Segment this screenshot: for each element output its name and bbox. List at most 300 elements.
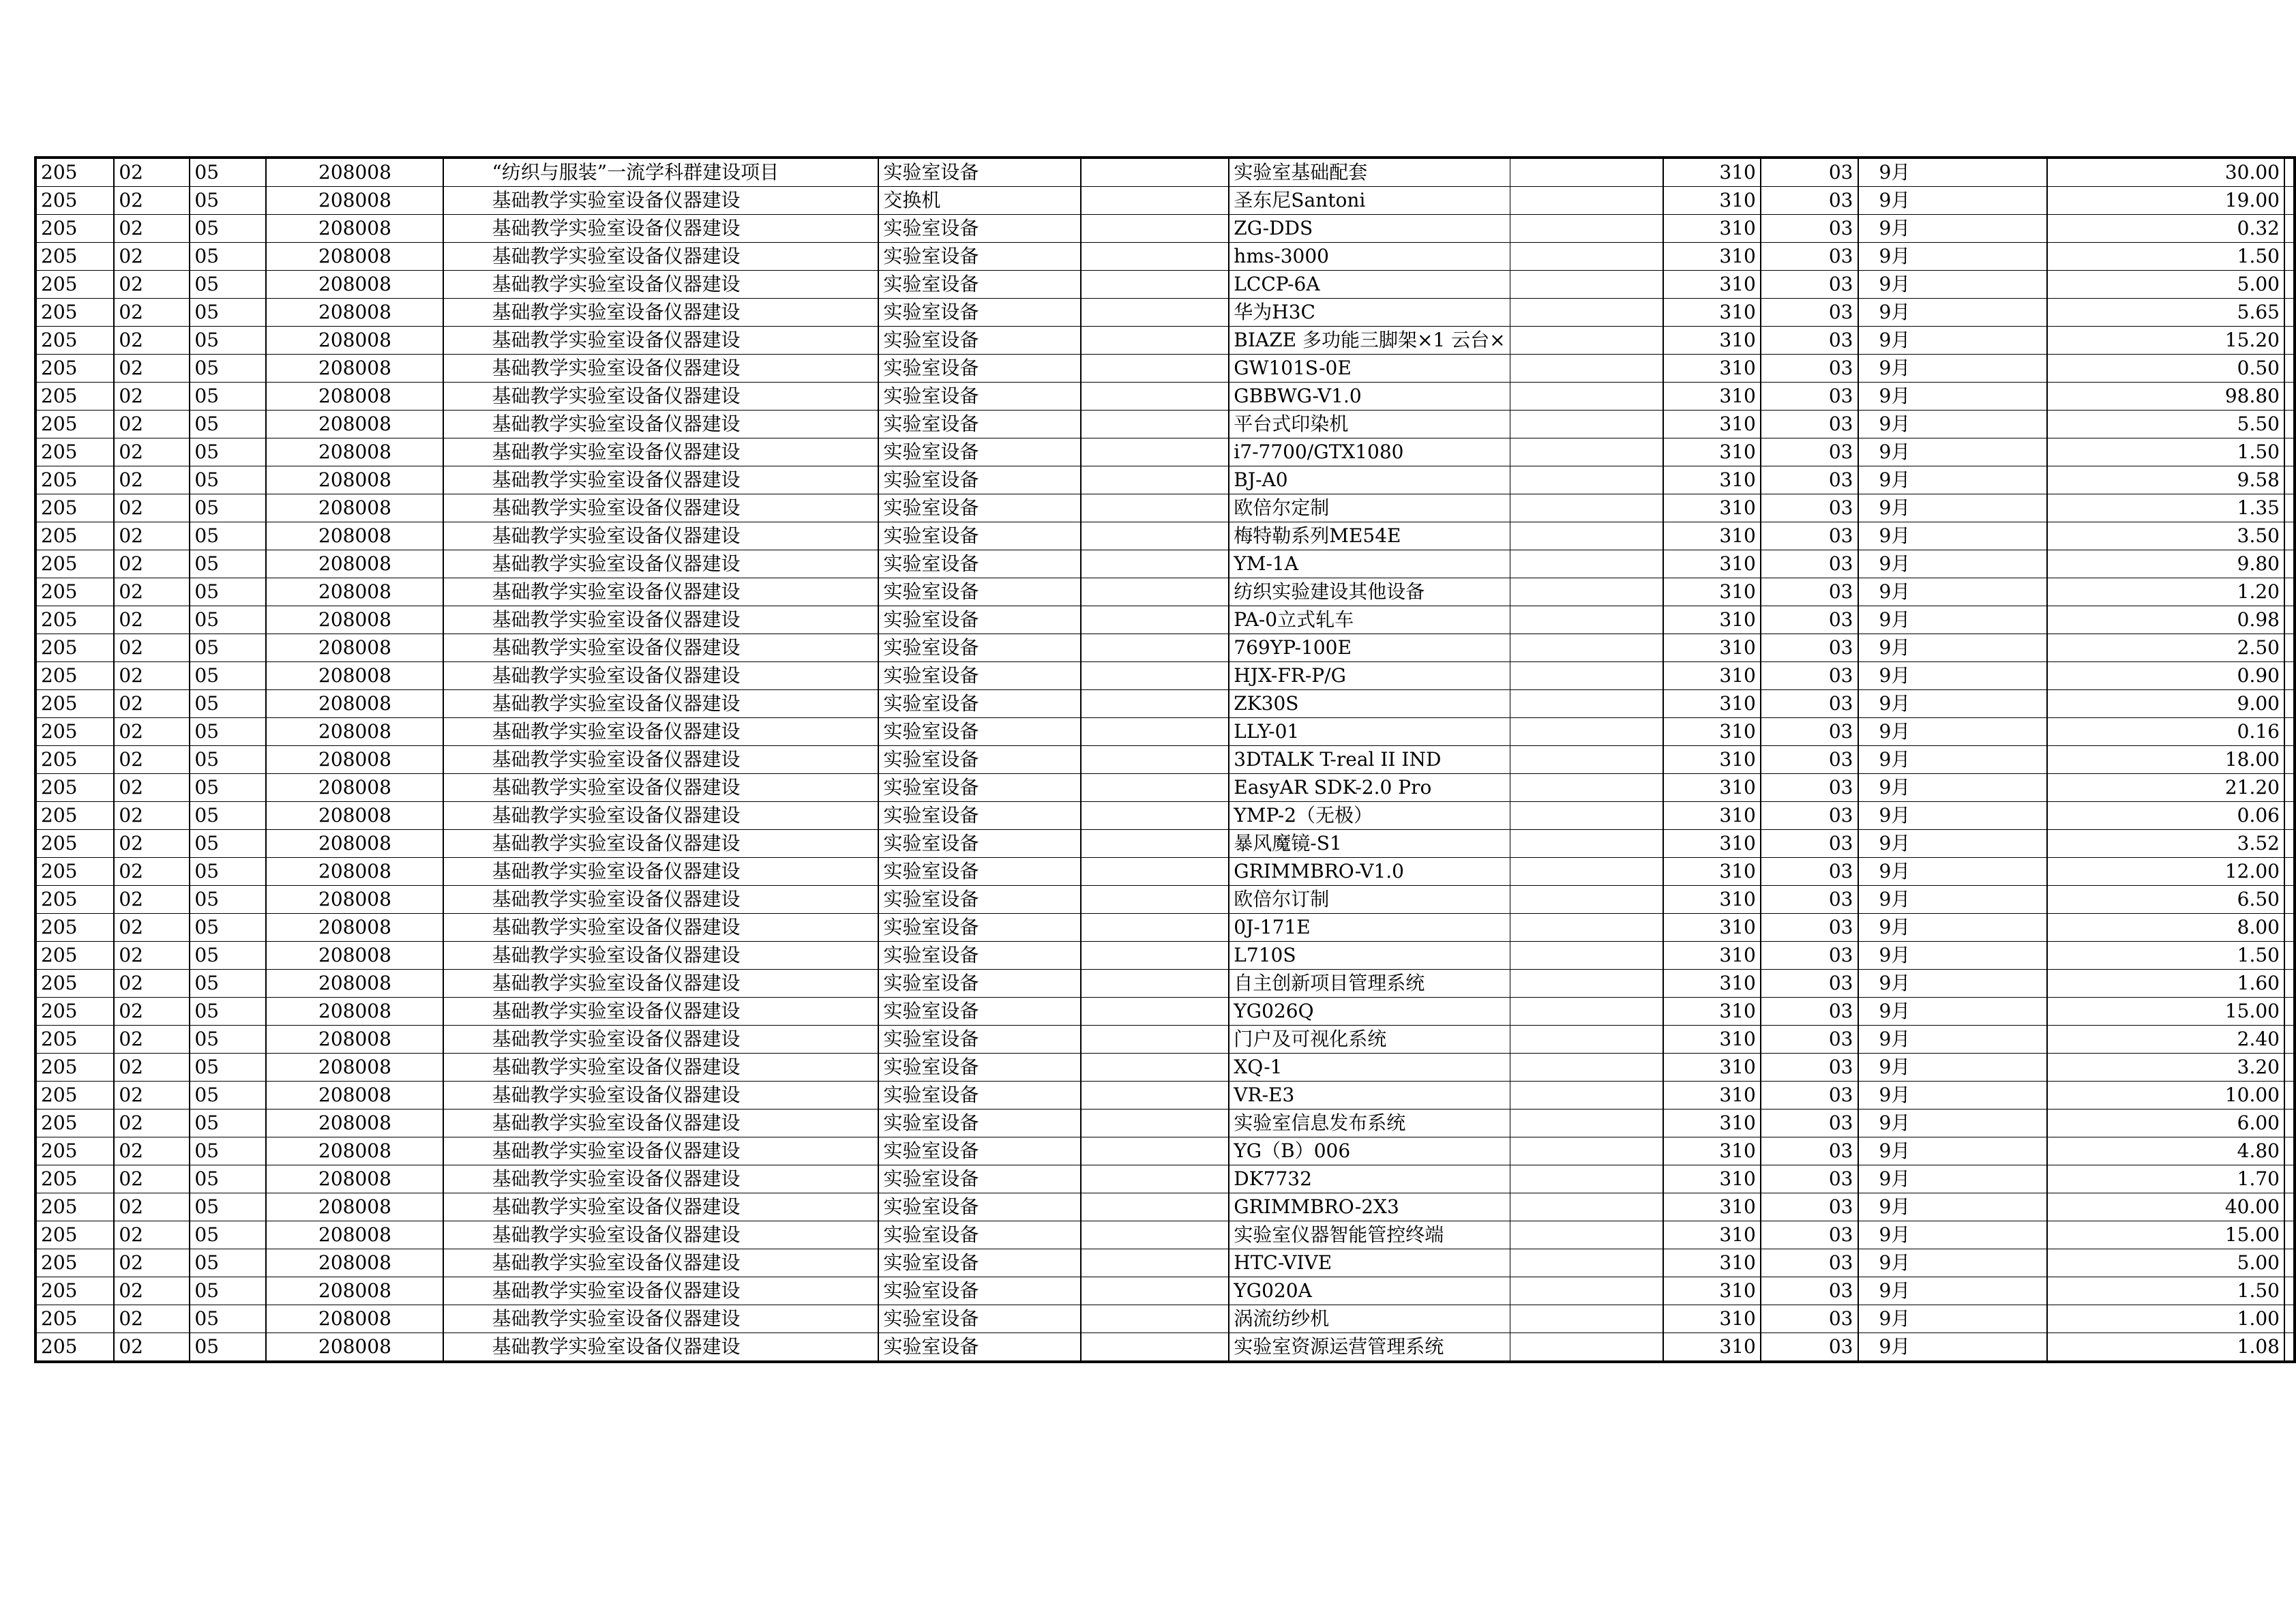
table-row <box>35 970 2295 998</box>
cell-note <box>2284 550 2295 578</box>
cell-item-code: 05 <box>190 494 266 522</box>
cell-model-overflow <box>1510 634 1663 662</box>
cell-spec <box>1081 1082 1229 1110</box>
table-row <box>35 802 2295 830</box>
cell-econ-sub: 03 <box>1761 355 1858 383</box>
cell-item-code: 05 <box>190 438 266 466</box>
cell-note <box>2284 271 2295 299</box>
cell-amount: 10.00 <box>2047 1082 2284 1110</box>
cell-econ-code: 310 <box>1663 746 1761 774</box>
cell-item-code: 05 <box>190 970 266 998</box>
cell-econ-sub: 03 <box>1761 158 1858 187</box>
cell-econ-sub: 03 <box>1761 1082 1858 1110</box>
cell-note <box>2284 634 2295 662</box>
cell-unit-code: 208008 <box>266 411 443 438</box>
cell-category: 实验室设备 <box>878 1221 1081 1249</box>
cell-unit-code: 208008 <box>266 1165 443 1193</box>
cell-note <box>2284 522 2295 550</box>
table-row <box>35 1137 2295 1165</box>
cell-unit-code: 208008 <box>266 634 443 662</box>
cell-spec <box>1081 802 1229 830</box>
cell-class-code: 205 <box>35 1193 114 1221</box>
cell-econ-code: 310 <box>1663 942 1761 970</box>
cell-model-overflow <box>1510 746 1663 774</box>
cell-spec <box>1081 1221 1229 1249</box>
cell-month: 9月 <box>1858 1165 2047 1193</box>
cell-class-code: 205 <box>35 606 114 634</box>
cell-section-code: 02 <box>114 634 190 662</box>
cell-amount: 4.80 <box>2047 1137 2284 1165</box>
cell-econ-sub: 03 <box>1761 1333 1858 1363</box>
cell-amount: 5.00 <box>2047 1249 2284 1277</box>
cell-note <box>2284 802 2295 830</box>
cell-spec <box>1081 774 1229 802</box>
cell-model: 0J-171E <box>1229 914 1510 942</box>
cell-model: 门户及可视化系统 <box>1229 1026 1510 1054</box>
cell-month: 9月 <box>1858 215 2047 243</box>
cell-amount: 9.58 <box>2047 466 2284 494</box>
cell-model: 纺织实验建设其他设备 <box>1229 578 1510 606</box>
cell-amount: 12.00 <box>2047 858 2284 886</box>
cell-project-name: 基础教学实验室设备仪器建设 <box>443 578 878 606</box>
cell-category: 实验室设备 <box>878 1249 1081 1277</box>
cell-model-overflow <box>1510 886 1663 914</box>
cell-econ-code: 310 <box>1663 830 1761 858</box>
cell-class-code: 205 <box>35 578 114 606</box>
cell-econ-code: 310 <box>1663 1221 1761 1249</box>
cell-model-overflow <box>1510 1221 1663 1249</box>
cell-month: 9月 <box>1858 466 2047 494</box>
cell-category: 实验室设备 <box>878 1026 1081 1054</box>
cell-project-name: “纺织与服装”一流学科群建设项目 <box>443 158 878 187</box>
cell-category: 实验室设备 <box>878 355 1081 383</box>
cell-class-code: 205 <box>35 187 114 215</box>
cell-class-code: 205 <box>35 1333 114 1363</box>
cell-unit-code: 208008 <box>266 718 443 746</box>
cell-class-code: 205 <box>35 718 114 746</box>
cell-model-overflow <box>1510 942 1663 970</box>
cell-note <box>2284 970 2295 998</box>
table-row <box>35 355 2295 383</box>
table-row <box>35 158 2295 187</box>
cell-section-code: 02 <box>114 1082 190 1110</box>
cell-category: 实验室设备 <box>878 550 1081 578</box>
cell-note <box>2284 746 2295 774</box>
table-row <box>35 662 2295 690</box>
cell-econ-sub: 03 <box>1761 606 1858 634</box>
cell-spec <box>1081 1193 1229 1221</box>
cell-note <box>2284 830 2295 858</box>
cell-model: L710S <box>1229 942 1510 970</box>
cell-econ-code: 310 <box>1663 914 1761 942</box>
cell-note <box>2284 411 2295 438</box>
cell-note <box>2284 1082 2295 1110</box>
cell-project-name: 基础教学实验室设备仪器建设 <box>443 886 878 914</box>
cell-category: 实验室设备 <box>878 830 1081 858</box>
cell-model-overflow <box>1510 1305 1663 1333</box>
cell-model-overflow <box>1510 998 1663 1026</box>
cell-amount: 0.16 <box>2047 718 2284 746</box>
cell-unit-code: 208008 <box>266 1110 443 1137</box>
cell-project-name: 基础教学实验室设备仪器建设 <box>443 550 878 578</box>
cell-model-overflow <box>1510 1193 1663 1221</box>
cell-section-code: 02 <box>114 383 190 411</box>
cell-project-name: 基础教学实验室设备仪器建设 <box>443 858 878 886</box>
cell-class-code: 205 <box>35 1305 114 1333</box>
cell-unit-code: 208008 <box>266 550 443 578</box>
cell-project-name: 基础教学实验室设备仪器建设 <box>443 494 878 522</box>
table-row <box>35 1082 2295 1110</box>
cell-project-name: 基础教学实验室设备仪器建设 <box>443 606 878 634</box>
cell-section-code: 02 <box>114 355 190 383</box>
cell-note <box>2284 1305 2295 1333</box>
cell-model-overflow <box>1510 802 1663 830</box>
cell-note <box>2284 1249 2295 1277</box>
cell-model: 暴风魔镜-S1 <box>1229 830 1510 858</box>
table-row <box>35 215 2295 243</box>
cell-section-code: 02 <box>114 998 190 1026</box>
cell-unit-code: 208008 <box>266 662 443 690</box>
cell-project-name: 基础教学实验室设备仪器建设 <box>443 355 878 383</box>
cell-item-code: 05 <box>190 355 266 383</box>
cell-model: HTC-VIVE <box>1229 1249 1510 1277</box>
cell-section-code: 02 <box>114 746 190 774</box>
cell-econ-sub: 03 <box>1761 411 1858 438</box>
cell-month: 9月 <box>1858 802 2047 830</box>
cell-category: 实验室设备 <box>878 327 1081 355</box>
table-row <box>35 578 2295 606</box>
cell-econ-code: 310 <box>1663 1026 1761 1054</box>
cell-month: 9月 <box>1858 1110 2047 1137</box>
cell-econ-sub: 03 <box>1761 634 1858 662</box>
cell-project-name: 基础教学实验室设备仪器建设 <box>443 383 878 411</box>
cell-econ-code: 310 <box>1663 1054 1761 1082</box>
cell-category: 实验室设备 <box>878 1137 1081 1165</box>
table-row <box>35 383 2295 411</box>
table-row <box>35 1305 2295 1333</box>
cell-month: 9月 <box>1858 327 2047 355</box>
cell-econ-code: 310 <box>1663 1305 1761 1333</box>
table-row <box>35 550 2295 578</box>
cell-amount: 15.00 <box>2047 1221 2284 1249</box>
cell-model-overflow <box>1510 1054 1663 1082</box>
cell-unit-code: 208008 <box>266 886 443 914</box>
cell-unit-code: 208008 <box>266 1305 443 1333</box>
cell-item-code: 05 <box>190 1305 266 1333</box>
cell-note <box>2284 1137 2295 1165</box>
cell-unit-code: 208008 <box>266 970 443 998</box>
cell-section-code: 02 <box>114 1305 190 1333</box>
cell-item-code: 05 <box>190 411 266 438</box>
cell-econ-sub: 03 <box>1761 802 1858 830</box>
cell-category: 实验室设备 <box>878 1110 1081 1137</box>
cell-month: 9月 <box>1858 299 2047 327</box>
cell-model: i7-7700/GTX1080 <box>1229 438 1510 466</box>
cell-category: 实验室设备 <box>878 522 1081 550</box>
cell-note <box>2284 690 2295 718</box>
cell-econ-code: 310 <box>1663 662 1761 690</box>
cell-class-code: 205 <box>35 802 114 830</box>
cell-category: 实验室设备 <box>878 802 1081 830</box>
cell-unit-code: 208008 <box>266 578 443 606</box>
cell-category: 实验室设备 <box>878 438 1081 466</box>
cell-month: 9月 <box>1858 718 2047 746</box>
cell-model: XQ-1 <box>1229 1054 1510 1082</box>
cell-category: 实验室设备 <box>878 158 1081 187</box>
cell-econ-code: 310 <box>1663 634 1761 662</box>
cell-unit-code: 208008 <box>266 438 443 466</box>
cell-month: 9月 <box>1858 522 2047 550</box>
cell-note <box>2284 243 2295 271</box>
cell-amount: 40.00 <box>2047 1193 2284 1221</box>
cell-model-overflow <box>1510 606 1663 634</box>
cell-section-code: 02 <box>114 886 190 914</box>
cell-spec <box>1081 942 1229 970</box>
cell-month: 9月 <box>1858 1333 2047 1363</box>
cell-class-code: 205 <box>35 1221 114 1249</box>
cell-note <box>2284 1110 2295 1137</box>
cell-month: 9月 <box>1858 858 2047 886</box>
cell-amount: 1.50 <box>2047 942 2284 970</box>
cell-class-code: 205 <box>35 774 114 802</box>
table-row <box>35 411 2295 438</box>
cell-spec <box>1081 383 1229 411</box>
cell-unit-code: 208008 <box>266 774 443 802</box>
cell-month: 9月 <box>1858 970 2047 998</box>
cell-model-overflow <box>1510 914 1663 942</box>
table-row <box>35 1110 2295 1137</box>
cell-category: 实验室设备 <box>878 578 1081 606</box>
cell-month: 9月 <box>1858 494 2047 522</box>
cell-econ-code: 310 <box>1663 411 1761 438</box>
cell-item-code: 05 <box>190 466 266 494</box>
cell-section-code: 02 <box>114 802 190 830</box>
cell-note <box>2284 886 2295 914</box>
cell-section-code: 02 <box>114 494 190 522</box>
cell-model-overflow <box>1510 1026 1663 1054</box>
cell-project-name: 基础教学实验室设备仪器建设 <box>443 662 878 690</box>
cell-section-code: 02 <box>114 830 190 858</box>
table-row <box>35 1277 2295 1305</box>
cell-econ-code: 310 <box>1663 158 1761 187</box>
cell-month: 9月 <box>1858 411 2047 438</box>
cell-item-code: 05 <box>190 802 266 830</box>
cell-amount: 0.90 <box>2047 662 2284 690</box>
cell-project-name: 基础教学实验室设备仪器建设 <box>443 1137 878 1165</box>
cell-econ-sub: 03 <box>1761 1193 1858 1221</box>
cell-unit-code: 208008 <box>266 1026 443 1054</box>
cell-econ-sub: 03 <box>1761 1249 1858 1277</box>
cell-section-code: 02 <box>114 1026 190 1054</box>
cell-project-name: 基础教学实验室设备仪器建设 <box>443 522 878 550</box>
cell-amount: 98.80 <box>2047 383 2284 411</box>
cell-model: YG（B）006 <box>1229 1137 1510 1165</box>
cell-project-name: 基础教学实验室设备仪器建设 <box>443 271 878 299</box>
cell-amount: 1.60 <box>2047 970 2284 998</box>
cell-note <box>2284 1277 2295 1305</box>
cell-model: DK7732 <box>1229 1165 1510 1193</box>
cell-month: 9月 <box>1858 746 2047 774</box>
cell-category: 实验室设备 <box>878 1193 1081 1221</box>
cell-category: 实验室设备 <box>878 1082 1081 1110</box>
cell-unit-code: 208008 <box>266 746 443 774</box>
cell-unit-code: 208008 <box>266 299 443 327</box>
cell-month: 9月 <box>1858 355 2047 383</box>
cell-item-code: 05 <box>190 299 266 327</box>
cell-model: EasyAR SDK-2.0 Pro <box>1229 774 1510 802</box>
cell-note <box>2284 215 2295 243</box>
cell-category: 实验室设备 <box>878 1333 1081 1363</box>
cell-econ-code: 310 <box>1663 1249 1761 1277</box>
cell-note <box>2284 718 2295 746</box>
cell-class-code: 205 <box>35 355 114 383</box>
cell-econ-code: 310 <box>1663 1193 1761 1221</box>
cell-item-code: 05 <box>190 718 266 746</box>
cell-category: 实验室设备 <box>878 1305 1081 1333</box>
cell-section-code: 02 <box>114 1165 190 1193</box>
cell-amount: 0.50 <box>2047 355 2284 383</box>
cell-econ-sub: 03 <box>1761 271 1858 299</box>
cell-item-code: 05 <box>190 1054 266 1082</box>
cell-model-overflow <box>1510 550 1663 578</box>
cell-amount: 30.00 <box>2047 158 2284 187</box>
cell-econ-code: 310 <box>1663 886 1761 914</box>
cell-unit-code: 208008 <box>266 802 443 830</box>
cell-item-code: 05 <box>190 271 266 299</box>
cell-spec <box>1081 1026 1229 1054</box>
cell-section-code: 02 <box>114 327 190 355</box>
cell-amount: 21.20 <box>2047 774 2284 802</box>
cell-model-overflow <box>1510 830 1663 858</box>
cell-class-code: 205 <box>35 858 114 886</box>
cell-item-code: 05 <box>190 158 266 187</box>
cell-project-name: 基础教学实验室设备仪器建设 <box>443 1110 878 1137</box>
cell-amount: 0.06 <box>2047 802 2284 830</box>
cell-econ-code: 310 <box>1663 606 1761 634</box>
cell-month: 9月 <box>1858 271 2047 299</box>
cell-unit-code: 208008 <box>266 327 443 355</box>
cell-class-code: 205 <box>35 494 114 522</box>
cell-section-code: 02 <box>114 438 190 466</box>
cell-model: 3DTALK T-real II IND <box>1229 746 1510 774</box>
cell-econ-sub: 03 <box>1761 578 1858 606</box>
cell-note <box>2284 606 2295 634</box>
cell-month: 9月 <box>1858 886 2047 914</box>
cell-section-code: 02 <box>114 942 190 970</box>
cell-model: 769YP-100E <box>1229 634 1510 662</box>
cell-class-code: 205 <box>35 1249 114 1277</box>
cell-econ-sub: 03 <box>1761 1110 1858 1137</box>
cell-month: 9月 <box>1858 550 2047 578</box>
cell-unit-code: 208008 <box>266 158 443 187</box>
cell-note <box>2284 942 2295 970</box>
cell-month: 9月 <box>1858 942 2047 970</box>
cell-category: 实验室设备 <box>878 494 1081 522</box>
cell-project-name: 基础教学实验室设备仪器建设 <box>443 746 878 774</box>
cell-model: 欧倍尔定制 <box>1229 494 1510 522</box>
cell-econ-code: 310 <box>1663 858 1761 886</box>
cell-amount: 18.00 <box>2047 746 2284 774</box>
cell-project-name: 基础教学实验室设备仪器建设 <box>443 1305 878 1333</box>
cell-econ-sub: 03 <box>1761 466 1858 494</box>
cell-month: 9月 <box>1858 187 2047 215</box>
cell-model-overflow <box>1510 355 1663 383</box>
cell-econ-code: 310 <box>1663 215 1761 243</box>
cell-item-code: 05 <box>190 1165 266 1193</box>
cell-item-code: 05 <box>190 327 266 355</box>
cell-category: 实验室设备 <box>878 466 1081 494</box>
cell-econ-sub: 03 <box>1761 1026 1858 1054</box>
cell-project-name: 基础教学实验室设备仪器建设 <box>443 299 878 327</box>
cell-unit-code: 208008 <box>266 215 443 243</box>
cell-econ-sub: 03 <box>1761 550 1858 578</box>
cell-econ-code: 310 <box>1663 383 1761 411</box>
cell-econ-code: 310 <box>1663 690 1761 718</box>
cell-month: 9月 <box>1858 1054 2047 1082</box>
cell-project-name: 基础教学实验室设备仪器建设 <box>443 466 878 494</box>
cell-project-name: 基础教学实验室设备仪器建设 <box>443 243 878 271</box>
table-row <box>35 942 2295 970</box>
cell-category: 实验室设备 <box>878 411 1081 438</box>
cell-unit-code: 208008 <box>266 494 443 522</box>
table-row <box>35 914 2295 942</box>
cell-item-code: 05 <box>190 1110 266 1137</box>
cell-month: 9月 <box>1858 1193 2047 1221</box>
cell-category: 实验室设备 <box>878 886 1081 914</box>
cell-unit-code: 208008 <box>266 522 443 550</box>
cell-class-code: 205 <box>35 158 114 187</box>
table-row <box>35 187 2295 215</box>
table-row <box>35 774 2295 802</box>
cell-class-code: 205 <box>35 914 114 942</box>
cell-section-code: 02 <box>114 578 190 606</box>
cell-item-code: 05 <box>190 746 266 774</box>
cell-unit-code: 208008 <box>266 914 443 942</box>
cell-class-code: 205 <box>35 522 114 550</box>
cell-econ-code: 310 <box>1663 187 1761 215</box>
cell-category: 实验室设备 <box>878 970 1081 998</box>
cell-project-name: 基础教学实验室设备仪器建设 <box>443 690 878 718</box>
cell-model-overflow <box>1510 327 1663 355</box>
cell-project-name: 基础教学实验室设备仪器建设 <box>443 1193 878 1221</box>
cell-class-code: 205 <box>35 634 114 662</box>
cell-unit-code: 208008 <box>266 1249 443 1277</box>
cell-project-name: 基础教学实验室设备仪器建设 <box>443 802 878 830</box>
cell-amount: 1.50 <box>2047 1277 2284 1305</box>
cell-amount: 15.20 <box>2047 327 2284 355</box>
cell-model: BIAZE 多功能三脚架×1 云台× <box>1229 327 1510 355</box>
cell-amount: 9.00 <box>2047 690 2284 718</box>
cell-month: 9月 <box>1858 438 2047 466</box>
cell-item-code: 05 <box>190 522 266 550</box>
table-row <box>35 690 2295 718</box>
cell-class-code: 205 <box>35 1137 114 1165</box>
cell-category: 实验室设备 <box>878 606 1081 634</box>
cell-class-code: 205 <box>35 215 114 243</box>
cell-model-overflow <box>1510 215 1663 243</box>
cell-item-code: 05 <box>190 690 266 718</box>
cell-model: 平台式印染机 <box>1229 411 1510 438</box>
cell-category: 实验室设备 <box>878 1277 1081 1305</box>
cell-amount: 6.50 <box>2047 886 2284 914</box>
cell-class-code: 205 <box>35 830 114 858</box>
cell-spec <box>1081 355 1229 383</box>
table-row <box>35 243 2295 271</box>
cell-model: LCCP-6A <box>1229 271 1510 299</box>
cell-econ-code: 310 <box>1663 494 1761 522</box>
cell-spec <box>1081 215 1229 243</box>
cell-class-code: 205 <box>35 383 114 411</box>
